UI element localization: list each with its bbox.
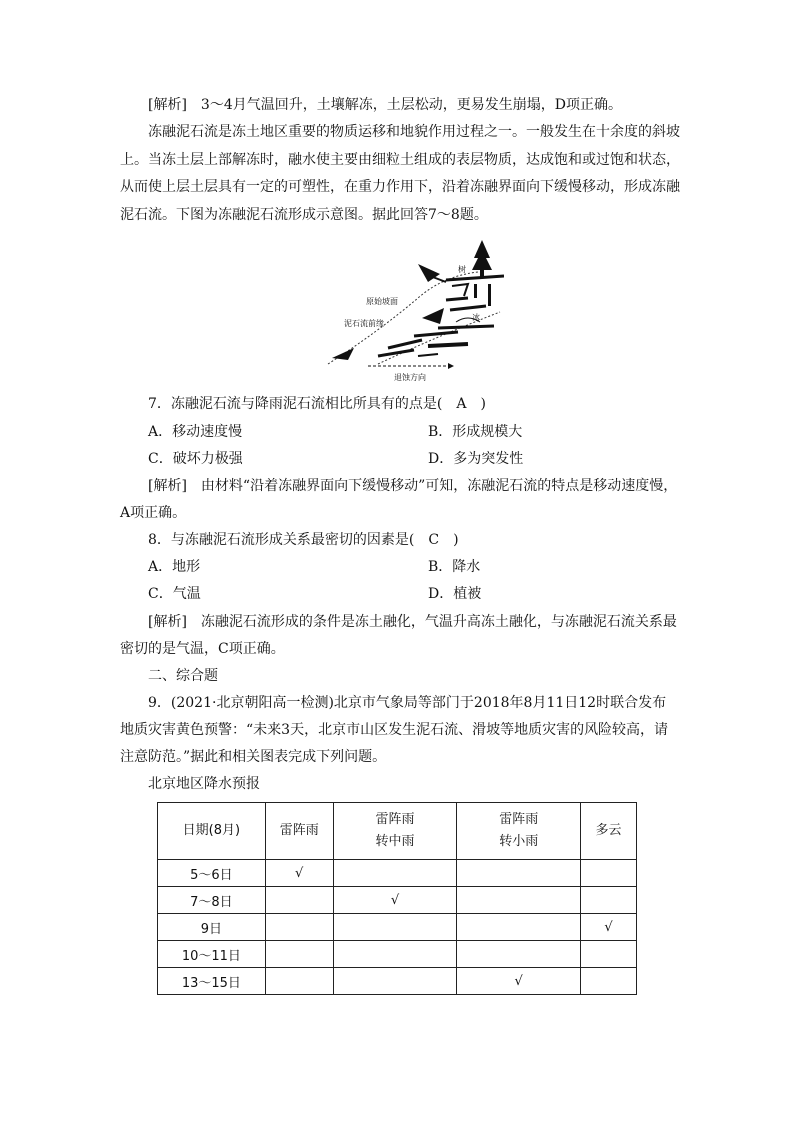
intro-line-3: 从而使上层土层具有一定的可塑性，在重力作用下，沿着冻融界面向下缓慢移动，形成冻融 [120, 179, 680, 195]
cell-cloudy [581, 968, 637, 995]
header-cloudy: 多云 [581, 803, 637, 860]
cell-thunder-moderate [333, 860, 457, 887]
section-heading: 二、综合题 [148, 668, 218, 684]
q8-analysis-1: [解析] 冻融泥石流形成的条件是冻土融化，气温升高冻土融化，与冻融泥石流关系最 [148, 614, 677, 630]
cell-thunder-light [457, 887, 581, 914]
label-tree: 树 [458, 265, 466, 274]
cell-thunder-light [457, 914, 581, 941]
cell-thunder-light: √ [457, 968, 581, 995]
table-header-row [158, 803, 637, 860]
q7-option-a: A．移动速度慢 [148, 424, 243, 440]
q8-stem: 8．与冻融泥石流形成关系最密切的因素是( C ) [148, 532, 459, 548]
rain-forecast-table [157, 802, 637, 995]
table-row [158, 941, 637, 968]
label-front: 泥石流前缘 [344, 319, 384, 328]
table-title: 北京地区降水预报 [148, 776, 260, 792]
q7-analysis-2: A项正确。 [120, 505, 187, 521]
cell-thunder-moderate [333, 941, 457, 968]
cell-thunder-light [457, 941, 581, 968]
q7-analysis-1: [解析] 由材料“沿着冻融界面向下缓慢移动”可知，冻融泥石流的特点是移动速度慢， [148, 478, 678, 494]
cell-date: 13～15日 [158, 968, 266, 995]
cell-thunder-light [457, 860, 581, 887]
cell-thunder [265, 941, 333, 968]
table-row [158, 968, 637, 995]
cell-cloudy [581, 860, 637, 887]
q8-analysis-2: 密切的是气温，C项正确。 [120, 641, 285, 657]
header-thunder-light-l2: 转小雨 [499, 834, 539, 849]
q8-option-d: D．植被 [428, 586, 482, 602]
cell-cloudy: √ [581, 914, 637, 941]
q8-option-b: B．降水 [428, 559, 481, 575]
header-thunder-light [457, 803, 581, 860]
cell-cloudy [581, 941, 637, 968]
cell-cloudy [581, 887, 637, 914]
intro-line-4: 泥石流。下图为冻融泥石流形成示意图。据此回答7～8题。 [120, 207, 488, 223]
header-thunder-light-l1: 雷阵雨 [499, 812, 539, 827]
debris-flow-diagram [318, 236, 504, 384]
intro-line-2: 上。当冻土层上部解冻时，融水使主要由细粒土组成的表层物质，达成饱和或过饱和状态， [120, 152, 680, 168]
cell-thunder [265, 968, 333, 995]
table-row [158, 887, 637, 914]
cell-date: 7～8日 [158, 887, 266, 914]
cell-date: 10～11日 [158, 941, 266, 968]
analysis-q6: [解析] 3～4月气温回升，土壤解冻，土层松动，更易发生崩塌，D项正确。 [148, 97, 622, 113]
header-thunder-moderate-l1: 雷阵雨 [375, 812, 415, 827]
header-date: 日期(8月) [158, 803, 266, 860]
header-thunder-moderate [333, 803, 457, 860]
cell-thunder [265, 914, 333, 941]
cell-date: 9日 [158, 914, 266, 941]
cell-thunder-moderate [333, 968, 457, 995]
label-direction: 退蚀方向 [394, 373, 426, 382]
cell-date: 5～6日 [158, 860, 266, 887]
q9-line-1: 9．(2021·北京朝阳高一检测)北京市气象局等部门于2018年8月11日12时联合发布 [148, 695, 667, 711]
tree-icon [472, 240, 492, 278]
q7-option-d: D．多为突发性 [428, 451, 524, 467]
q7-option-b: B．形成规模大 [428, 424, 523, 440]
q8-option-a: A．地形 [148, 559, 201, 575]
table-row [158, 860, 637, 887]
label-slope: 原始坡面 [366, 297, 398, 306]
cell-thunder-moderate: √ [333, 887, 457, 914]
cell-thunder-moderate [333, 914, 457, 941]
cell-thunder [265, 887, 333, 914]
cell-thunder: √ [265, 860, 333, 887]
q7-stem: 7．冻融泥石流与降雨泥石流相比所具有的点是( A ) [148, 396, 486, 412]
intro-line-1: 冻融泥石流是冻土地区重要的物质运移和地貌作用过程之一。一般发生在十余度的斜坡 [148, 124, 680, 140]
q9-line-2: 地质灾害黄色预警：“未来3天，北京市山区发生泥石流、滑坡等地质灾害的风险较高，请 [120, 722, 669, 738]
q9-line-3: 注意防范。”据此和相关图表完成下列问题。 [120, 749, 387, 765]
table-row [158, 914, 637, 941]
q7-option-c: C．破坏力极强 [148, 451, 243, 467]
q8-option-c: C．气温 [148, 586, 201, 602]
falling-tree-icon [418, 264, 446, 282]
label-ice: 冰 [472, 313, 480, 322]
header-thunder: 雷阵雨 [265, 803, 333, 860]
header-thunder-moderate-l2: 转中雨 [375, 834, 415, 849]
